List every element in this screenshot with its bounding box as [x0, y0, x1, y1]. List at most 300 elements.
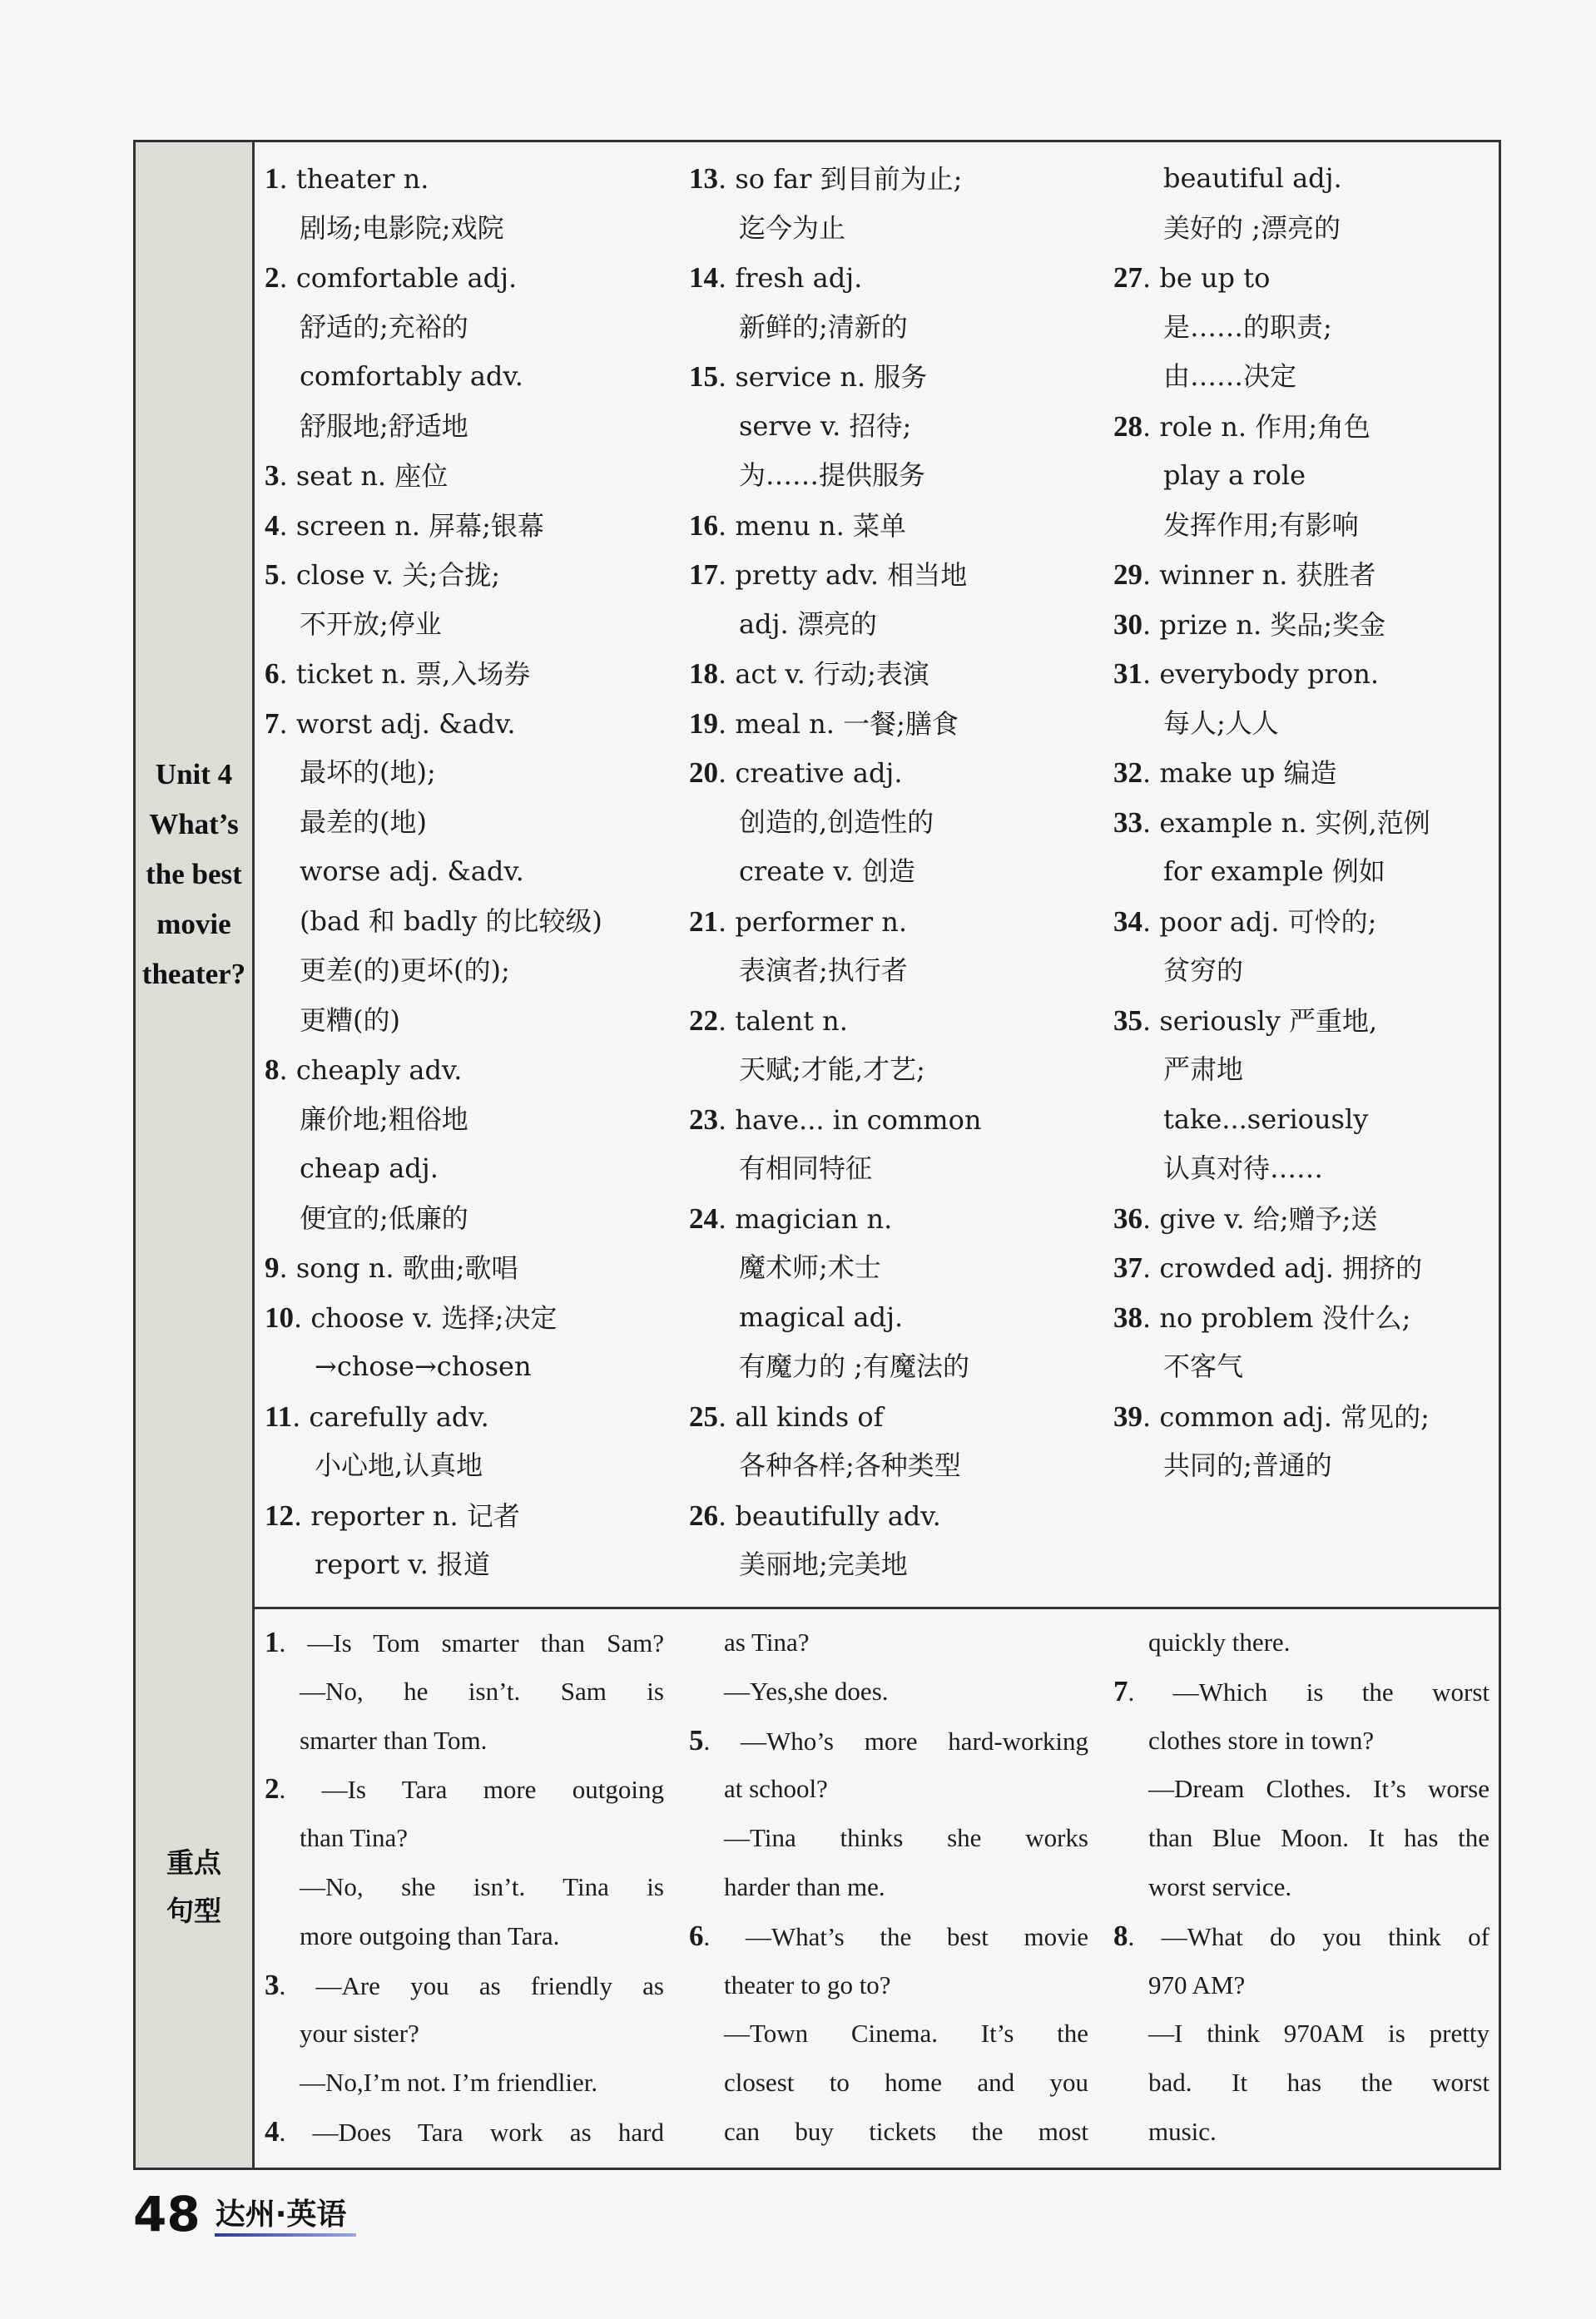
entry-text: . screen n. 屏幕;银幕 — [279, 509, 544, 542]
numbered-entry — [689, 649, 1105, 699]
entry-text: . creative adj. — [718, 757, 903, 789]
sentence-column-3 — [1113, 1618, 1489, 2157]
entry-number: 36 — [1113, 1202, 1142, 1235]
entry-line — [265, 1540, 681, 1590]
entry-text: 便宜的;低廉的 — [300, 1202, 468, 1234]
entry-text: 不开放;停业 — [300, 607, 442, 640]
entry-text: worse adj. &adv. — [300, 855, 524, 887]
entry-text: —Tina thinks she works — [724, 1823, 1088, 1853]
entry-line — [265, 1717, 664, 1766]
sentence-column-2 — [689, 1618, 1088, 2157]
numbered-entry — [265, 1045, 681, 1095]
entry-text: serve v. 招待; — [739, 409, 912, 442]
entry-text: . prize n. 奖品;奖金 — [1142, 608, 1386, 641]
entry-line — [265, 402, 681, 452]
sentence-column-1 — [265, 1618, 664, 2157]
entry-text: than Tina? — [300, 1823, 409, 1853]
entry-text: . make up 编造 — [1142, 757, 1337, 789]
entry-text: —No,I’m not. I’m friendlier. — [300, 2068, 598, 2098]
entry-text: . all kinds of — [718, 1400, 884, 1433]
entry-text: quickly there. — [1148, 1628, 1291, 1657]
label-line: 重点 — [166, 1846, 221, 1879]
entry-text: can buy tickets the most — [724, 2116, 1088, 2146]
entry-number: 7 — [265, 706, 280, 740]
entry-text: at school? — [724, 1774, 828, 1804]
entry-text: . performer n. — [718, 905, 907, 938]
entry-number: 6 — [265, 657, 280, 690]
entry-text: . so far 到目前为止; — [718, 163, 963, 195]
entry-line — [265, 897, 681, 947]
entry-line — [265, 1441, 681, 1491]
entry-line — [689, 1667, 1088, 1717]
entry-line — [689, 1293, 1105, 1343]
entry-text: . winner n. 获胜者 — [1142, 559, 1376, 591]
entry-number: 34 — [1113, 904, 1142, 938]
numbered-entry — [265, 451, 681, 501]
entry-number: 4 — [265, 2114, 280, 2148]
entry-text: 为……提供服务 — [739, 459, 926, 491]
numbered-entry — [689, 699, 1105, 749]
entry-line — [689, 1342, 1105, 1392]
entry-line — [1113, 1863, 1489, 1912]
entry-number: 7 — [1113, 1674, 1128, 1707]
entry-line — [689, 600, 1105, 650]
entry-number: 21 — [689, 904, 718, 938]
entry-text: comfortably adv. — [300, 360, 523, 392]
entry-text: →chose→chosen — [315, 1350, 532, 1382]
unit-label-cell — [136, 142, 255, 1607]
entry-number: 9 — [265, 1251, 280, 1284]
entry-text: 最差的(地) — [300, 805, 427, 838]
entry-text: . beautifully adv. — [718, 1499, 941, 1532]
numbered-entry — [689, 1194, 1105, 1244]
numbered-entry — [689, 1912, 1088, 1961]
entry-line — [1113, 154, 1496, 204]
numbered-entry — [689, 897, 1105, 947]
vocab-column-2 — [689, 154, 1105, 1590]
entry-text: 魔术师;术士 — [739, 1251, 881, 1283]
entry-text: 更糟(的) — [300, 1003, 400, 1036]
entry-text: 更差(的)更坏(的); — [300, 954, 510, 986]
entry-number: 35 — [1113, 1003, 1142, 1037]
entry-number: 30 — [1113, 607, 1142, 641]
entry-text: 廉价地;粗俗地 — [300, 1103, 468, 1135]
entry-line — [1113, 1144, 1496, 1194]
entry-line — [265, 2059, 664, 2108]
entry-line — [689, 1618, 1088, 1667]
entry-line — [689, 2059, 1088, 2108]
vocabulary-row — [136, 142, 1499, 1609]
entry-line — [265, 996, 681, 1046]
entry-line — [1113, 1095, 1496, 1145]
entry-number: 32 — [1113, 756, 1142, 789]
entry-line — [689, 946, 1105, 996]
vocabulary-table — [133, 140, 1501, 2170]
entry-text: . worst adj. &adv. — [279, 707, 516, 740]
entry-text: 由……决定 — [1163, 360, 1297, 392]
numbered-entry — [265, 501, 681, 551]
numbered-entry — [265, 1392, 681, 1442]
entry-text: . poor adj. 可怜的; — [1142, 905, 1377, 938]
numbered-entry — [1113, 649, 1496, 699]
numbered-entry — [265, 1243, 681, 1293]
entry-text: . ticket n. 票,入场券 — [279, 658, 531, 690]
entry-text: 是……的职责; — [1163, 310, 1332, 343]
entry-line — [265, 798, 681, 848]
numbered-entry — [1113, 1293, 1496, 1343]
numbered-entry — [689, 253, 1105, 303]
vocab-column-1 — [265, 154, 681, 1590]
numbered-entry — [1113, 402, 1496, 452]
entry-text: 新鲜的;清新的 — [739, 310, 908, 343]
entry-text: . —Is Tom smarter than Sam? — [279, 1628, 664, 1657]
entry-line — [1113, 2009, 1489, 2059]
entry-line — [689, 2009, 1088, 2059]
numbered-entry — [1113, 748, 1496, 798]
entry-line — [265, 600, 681, 650]
numbered-entry — [689, 550, 1105, 600]
numbered-entry — [1113, 1194, 1496, 1244]
entry-number: 38 — [1113, 1301, 1142, 1334]
entry-text: . service n. 服务 — [718, 361, 928, 393]
entry-line — [689, 1540, 1105, 1590]
entry-line — [1113, 847, 1496, 897]
entry-text: 美好的 ;漂亮的 — [1163, 211, 1341, 244]
entry-line — [689, 1765, 1088, 1814]
entry-number: 5 — [265, 558, 280, 591]
entry-number: 23 — [689, 1103, 718, 1136]
entry-number: 5 — [689, 1723, 704, 1757]
entry-line — [265, 2009, 664, 2059]
entry-number: 10 — [265, 1301, 294, 1334]
entry-text: bad. It has the worst — [1148, 2068, 1489, 2098]
numbered-entry — [689, 1095, 1105, 1145]
sentence-label-cell — [136, 1607, 255, 2168]
entry-text: more outgoing than Tara. — [300, 1920, 560, 1950]
numbered-entry — [1113, 600, 1496, 650]
label-line: What’s — [149, 808, 239, 840]
entry-line — [265, 1667, 664, 1717]
numbered-entry — [1113, 1912, 1489, 1961]
entry-line — [689, 1961, 1088, 2010]
entry-line — [689, 1814, 1088, 1863]
entry-text: 各种各样;各种类型 — [739, 1449, 961, 1481]
numbered-entry — [689, 748, 1105, 798]
entry-text: magical adj. — [739, 1301, 904, 1333]
entry-text: —Dream Clothes. It’s worse — [1148, 1774, 1489, 1804]
label-line: Unit 4 — [155, 758, 233, 790]
entry-text: . —What do you think of — [1128, 1921, 1489, 1951]
numbered-entry — [1113, 253, 1496, 303]
entry-text: . —Which is the worst — [1128, 1677, 1489, 1707]
label-line: the best — [146, 858, 242, 890]
page-footer — [133, 2186, 347, 2242]
entry-text: clothes store in town? — [1148, 1725, 1375, 1755]
entry-number: 3 — [265, 459, 280, 492]
entry-text: . song n. 歌曲;歌唱 — [279, 1252, 518, 1284]
entry-line — [689, 204, 1105, 254]
numbered-entry — [1113, 1243, 1496, 1293]
entry-text: —Town Cinema. It’s the — [724, 2019, 1088, 2049]
entry-line — [1113, 1618, 1489, 1667]
entry-text: . pretty adv. 相当地 — [718, 559, 968, 591]
entry-text: . give v. 给;赠予;送 — [1142, 1202, 1378, 1235]
numbered-entry — [689, 352, 1105, 402]
entry-text: . be up to — [1142, 262, 1271, 294]
entry-text: 迄今为止 — [739, 211, 846, 244]
entry-text: . menu n. 菜单 — [718, 509, 906, 542]
entry-number: 2 — [265, 261, 280, 294]
entry-text: . everybody pron. — [1142, 658, 1379, 690]
entry-number: 6 — [689, 1919, 704, 1952]
entry-line — [265, 303, 681, 353]
entry-line — [689, 303, 1105, 353]
entry-text: for example 例如 — [1163, 855, 1385, 887]
entry-line — [1113, 204, 1496, 254]
entry-line — [689, 798, 1105, 848]
page-number: 48 — [133, 2186, 201, 2242]
numbered-entry — [265, 2108, 664, 2157]
entry-line — [1113, 2108, 1489, 2157]
entry-text: your sister? — [300, 2019, 419, 2049]
entry-text: . —Who’s more hard-working — [703, 1726, 1088, 1756]
entry-text: 认真对待…… — [1163, 1152, 1324, 1184]
entry-text: . common adj. 常见的; — [1142, 1400, 1430, 1433]
entry-text: . —Are you as friendly as — [279, 1970, 664, 2000]
entry-line — [265, 1144, 681, 1194]
numbered-entry — [265, 550, 681, 600]
entry-line — [689, 1441, 1105, 1491]
entry-line — [1113, 451, 1496, 501]
entry-text: . example n. 实例,范例 — [1142, 806, 1430, 839]
numbered-entry — [1113, 1667, 1489, 1717]
numbered-entry — [1113, 996, 1496, 1046]
entry-line — [689, 402, 1105, 452]
entry-text: 天赋;才能,才艺; — [739, 1053, 925, 1085]
entry-number: 39 — [1113, 1400, 1142, 1433]
numbered-entry — [265, 154, 681, 204]
entry-line — [1113, 1045, 1496, 1095]
entry-line — [1113, 699, 1496, 749]
entry-line — [689, 1243, 1105, 1293]
entry-text: . cheaply adv. — [279, 1054, 463, 1086]
numbered-entry — [265, 1491, 681, 1541]
entry-text: 剧场;电影院;戏院 — [300, 211, 504, 244]
entry-number: 20 — [689, 756, 718, 789]
entry-number: 4 — [265, 508, 280, 542]
entry-text: 每人;人人 — [1163, 706, 1279, 739]
entry-number: 37 — [1113, 1251, 1142, 1284]
entry-number: 25 — [689, 1400, 718, 1433]
entry-line — [265, 1912, 664, 1961]
label-line: theater? — [141, 958, 246, 990]
numbered-entry — [689, 996, 1105, 1046]
entry-number: 1 — [265, 1626, 280, 1658]
entry-text: . comfortable adj. — [279, 262, 518, 294]
entry-number: 31 — [1113, 657, 1142, 690]
entry-text: . talent n. — [718, 1004, 848, 1037]
entry-text: . role n. 作用;角色 — [1142, 410, 1370, 443]
numbered-entry — [265, 649, 681, 699]
vocab-column-3 — [1113, 154, 1496, 1491]
entry-line — [265, 352, 681, 402]
entry-text: 舒服地;舒适地 — [300, 409, 468, 442]
entry-number: 19 — [689, 706, 718, 740]
entry-text: . reporter n. 记者 — [294, 1499, 520, 1532]
entry-number: 8 — [265, 1053, 280, 1086]
entry-line — [265, 1194, 681, 1244]
entry-number: 24 — [689, 1202, 718, 1235]
entry-line — [1113, 352, 1496, 402]
entry-text: . carefully adv. — [292, 1400, 489, 1433]
entry-line — [689, 1144, 1105, 1194]
entry-number: 18 — [689, 657, 718, 690]
numbered-entry — [689, 154, 1105, 204]
entry-text: . —Does Tara work as hard — [279, 2117, 664, 2147]
entry-line — [1113, 303, 1496, 353]
entry-text: —No, he isn’t. Sam is — [300, 1676, 664, 1706]
numbered-entry — [1113, 798, 1496, 848]
entry-text: play a role — [1163, 459, 1306, 491]
entry-text: . close v. 关;合拢; — [279, 559, 500, 591]
entry-text: . seat n. 座位 — [279, 460, 449, 492]
entry-text: harder than me. — [724, 1871, 885, 1901]
entry-text: . fresh adj. — [718, 262, 863, 294]
entry-line — [265, 748, 681, 798]
entry-line — [265, 204, 681, 254]
entry-text: create v. 创造 — [739, 855, 915, 887]
entry-text: . no problem 没什么; — [1142, 1301, 1411, 1334]
key-sentences-title — [166, 1839, 221, 1935]
entry-text: 创造的,创造性的 — [739, 805, 934, 838]
entry-text: . crowded adj. 拥挤的 — [1142, 1252, 1423, 1284]
numbered-entry — [265, 1765, 664, 1814]
entry-text: 最坏的(地); — [300, 756, 436, 788]
entry-line — [1113, 501, 1496, 551]
entry-number: 11 — [265, 1400, 293, 1433]
entry-text: . —What’s the best movie — [703, 1921, 1088, 1951]
entry-text: 严肃地 — [1163, 1053, 1244, 1085]
numbered-entry — [689, 1717, 1088, 1766]
entry-line — [1113, 1765, 1489, 1814]
entry-number: 17 — [689, 558, 718, 591]
entry-line — [689, 1045, 1105, 1095]
entry-number: 13 — [689, 162, 718, 195]
entry-text: 表演者;执行者 — [739, 954, 908, 986]
entry-text: 有魔力的 ;有魔法的 — [739, 1350, 969, 1382]
entry-text: . choose v. 选择;决定 — [294, 1301, 558, 1334]
numbered-entry — [265, 1293, 681, 1343]
entry-text: as Tina? — [724, 1628, 810, 1657]
entry-text: report v. 报道 — [315, 1548, 490, 1580]
numbered-entry — [265, 699, 681, 749]
entry-text: . act v. 行动;表演 — [718, 658, 929, 690]
numbered-entry — [1113, 550, 1496, 600]
entry-text: smarter than Tom. — [300, 1725, 488, 1755]
unit-title — [142, 750, 245, 999]
entry-text: beautiful adj. — [1163, 162, 1342, 194]
entry-number: 29 — [1113, 558, 1142, 591]
entry-text: (bad 和 badly 的比较级) — [300, 904, 602, 937]
entry-text: theater to go to? — [724, 1970, 891, 1999]
entry-text: cheap adj. — [300, 1152, 439, 1184]
label-line: movie — [156, 908, 231, 940]
entry-text: 贫穷的 — [1163, 954, 1244, 986]
entry-line — [1113, 1342, 1496, 1392]
numbered-entry — [1113, 897, 1496, 947]
entry-text: —No, she isn’t. Tina is — [300, 1871, 664, 1901]
entry-line — [265, 1342, 681, 1392]
entry-line — [1113, 946, 1496, 996]
entry-line — [1113, 1717, 1489, 1766]
numbered-entry — [265, 1618, 664, 1667]
entry-line — [1113, 1961, 1489, 2010]
entry-number: 22 — [689, 1003, 718, 1037]
entry-line — [1113, 2059, 1489, 2108]
entry-line — [689, 451, 1105, 501]
key-sentences-row — [136, 1607, 1499, 2168]
entry-text: 不客气 — [1163, 1350, 1244, 1382]
entry-number: 1 — [265, 162, 280, 195]
numbered-entry — [689, 1392, 1105, 1442]
entry-text: than Blue Moon. It has the — [1148, 1823, 1489, 1853]
footer-underline — [215, 2233, 356, 2237]
entry-line — [265, 1863, 664, 1912]
entry-text: . —Is Tara more outgoing — [279, 1775, 664, 1805]
entry-line — [689, 2108, 1088, 2157]
entry-text: . magician n. — [718, 1202, 893, 1235]
entry-text: 舒适的;充裕的 — [300, 310, 468, 343]
entry-text: . seriously 严重地, — [1142, 1004, 1378, 1037]
entry-text: 970 AM? — [1148, 1970, 1246, 1999]
entry-number: 12 — [265, 1499, 294, 1532]
entry-line — [1113, 1441, 1496, 1491]
entry-number: 28 — [1113, 409, 1142, 443]
entry-line — [265, 1095, 681, 1145]
entry-text: . have... in common — [718, 1103, 982, 1136]
numbered-entry — [689, 501, 1105, 551]
entry-number: 8 — [1113, 1919, 1128, 1952]
entry-text: take...seriously — [1163, 1103, 1369, 1135]
entry-text: . meal n. 一餐;膳食 — [718, 707, 959, 740]
entry-number: 2 — [265, 1772, 280, 1806]
entry-text: worst service. — [1148, 1871, 1292, 1901]
entry-text: 有相同特征 — [739, 1152, 873, 1184]
book-title: 达州·英语 — [215, 2198, 347, 2232]
label-line: 句型 — [166, 1895, 221, 1927]
entry-text: closest to home and you — [724, 2068, 1088, 2098]
entry-text: 美丽地;完美地 — [739, 1548, 908, 1580]
entry-line — [689, 847, 1105, 897]
numbered-entry — [265, 1961, 664, 2010]
entry-text: 共同的;普通的 — [1163, 1449, 1332, 1481]
entry-number: 33 — [1113, 805, 1142, 839]
entry-text: 发挥作用;有影响 — [1163, 508, 1359, 541]
entry-text: 小心地,认真地 — [315, 1449, 483, 1481]
entry-number: 14 — [689, 261, 718, 294]
entry-text: music. — [1148, 2116, 1217, 2146]
entry-number: 27 — [1113, 261, 1142, 294]
entry-number: 3 — [265, 1968, 280, 2001]
entry-number: 26 — [689, 1499, 718, 1532]
entry-line — [1113, 1814, 1489, 1863]
entry-text: —I think 970AM is pretty — [1148, 2019, 1489, 2049]
entry-text: . theater n. — [279, 163, 429, 195]
entry-line — [265, 946, 681, 996]
entry-line — [265, 1814, 664, 1863]
entry-text: adj. 漂亮的 — [739, 607, 877, 640]
entry-line — [689, 1863, 1088, 1912]
